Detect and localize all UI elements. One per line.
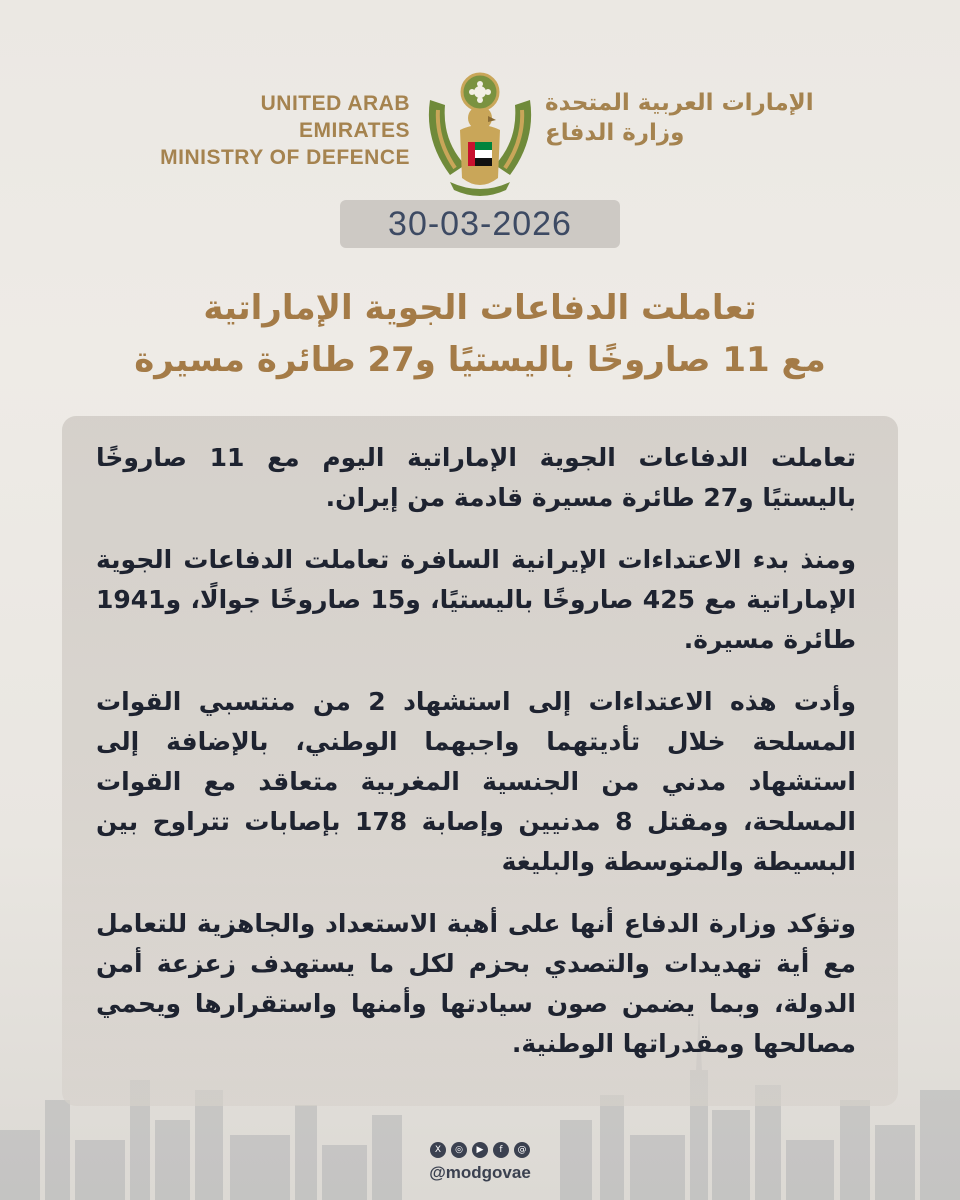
x-icon[interactable]: X [430, 1142, 446, 1158]
ministry-name-english [150, 90, 410, 171]
youtube-icon[interactable]: ▶ [472, 1142, 488, 1158]
headline [80, 282, 880, 386]
social-footer [380, 1142, 580, 1183]
falcon-emblem-icon [420, 70, 540, 200]
headline-line-2: مع 11 صاروخًا باليستيًا و27 طائرة مسيرة [134, 340, 826, 380]
threads-icon[interactable]: @ [514, 1142, 530, 1158]
date-badge: 30-03-2026 [340, 200, 620, 248]
paragraph-4: وتؤكد وزارة الدفاع أنها على أهبة الاستعداد والجاهزية للتعامل مع أية تهديدات والتصدي بحزم لكل ما يستهدف زعزعة أمن الدولة، وبما يضمن صون سيادتها وأمنها واستقرارها ويحمي مصالحها ومقدراتها الوطنية. [96, 909, 856, 1058]
paragraph-2: ومنذ بدء الاعتداءات الإيرانية السافرة تعاملت الدفاعات الجوية الإماراتية مع 425 صاروخًا باليستيًا، و15 صاروخًا جوالًا، و1941 طائرة مسيرة. [96, 545, 856, 654]
paragraph-1: تعاملت الدفاعات الجوية الإماراتية اليوم مع 11 صاروخًا باليستيًا و27 طائرة مسيرة قادمة من إيران. [96, 443, 856, 512]
country-name-arabic: الإمارات العربية المتحدة [545, 90, 814, 116]
social-icons-row [380, 1142, 580, 1158]
ministry-name-arabic [545, 88, 815, 148]
ministry-header [0, 70, 960, 220]
paragraph-3: وأدت هذه الاعتداءات إلى استشهاد 2 من منتسبي القوات المسلحة خلال تأديتهما واجبهما الوطني، بالإضافة إلى استشهاد مدني من الجنسية المغربية متعاقد مع القوات المسلحة، ومقتل 8 مدنيين وإصابة 178 بإصابات تتراوح بين البسيطة والمتوسطة والبليغة [96, 687, 856, 876]
social-handle[interactable]: @modgovae [429, 1163, 531, 1182]
ministry-name-english-line: MINISTRY OF DEFENCE [160, 146, 410, 169]
ministry-name-arabic-line: وزارة الدفاع [545, 120, 685, 146]
facebook-icon[interactable]: f [493, 1142, 509, 1158]
country-name-english: UNITED ARAB EMIRATES [260, 92, 410, 142]
instagram-icon[interactable]: ◎ [451, 1142, 467, 1158]
headline-line-1: تعاملت الدفاعات الجوية الإماراتية [203, 288, 757, 328]
statement-body [96, 438, 856, 1086]
